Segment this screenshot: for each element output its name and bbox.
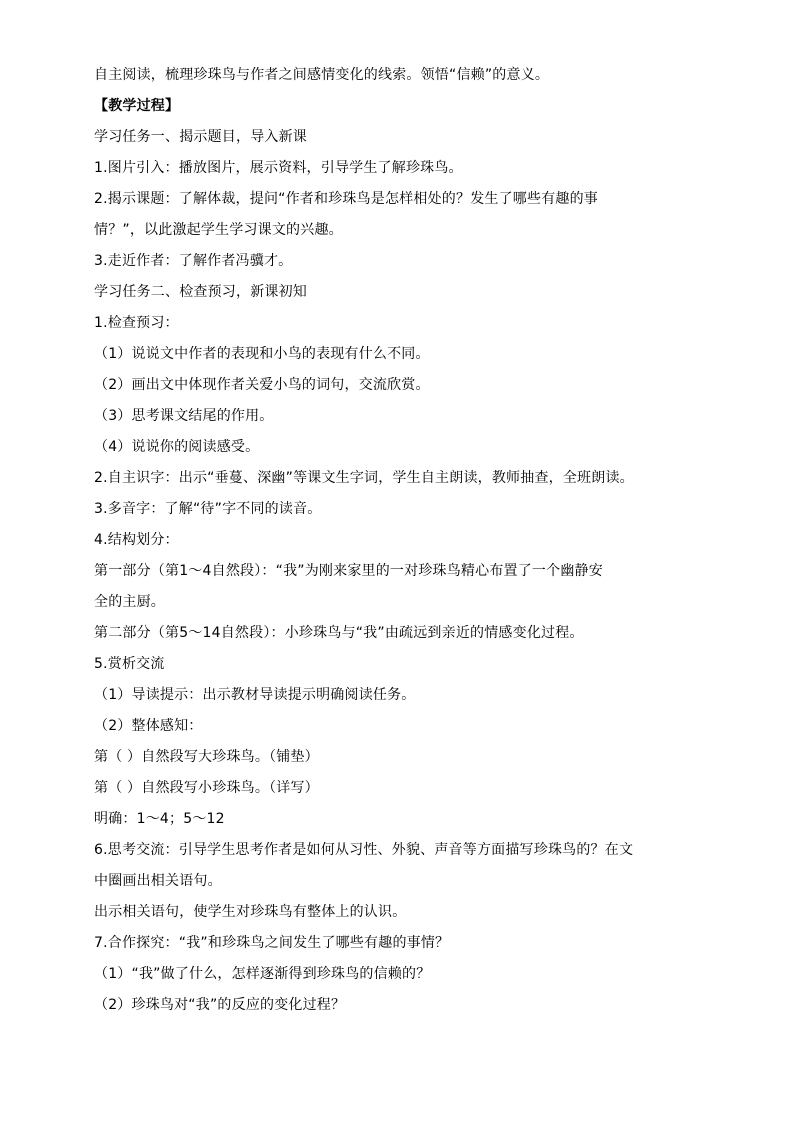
text-line: 7.合作探究：“我”和珍珠鸟之间发生了哪些有趣的事情？ [94, 935, 450, 951]
text-line: 情？”，以此激起学生学习课文的兴趣。 [94, 222, 343, 238]
text-line: （3）思考课文结尾的作用。 [94, 408, 274, 424]
text-line: 全的主厨。 [94, 594, 165, 610]
text-line: 3.走近作者：了解作者冯骥才。 [94, 253, 293, 269]
text-line: 学习任务一、揭示题目，导入新课 [94, 129, 307, 145]
text-line: 1.图片引入：播放图片，展示资料，引导学生了解珍珠鸟。 [94, 160, 463, 176]
text-line: 1.检查预习： [94, 315, 179, 331]
text-line: 第二部分（第5～14自然段）：小珍珠鸟与“我”由疏远到亲近的情感变化过程。 [94, 625, 584, 641]
text-line: 2.揭示课题：了解体裁，提问“作者和珍珠鸟是怎样相处的？发生了哪些有趣的事 [94, 191, 599, 207]
text-line: 第一部分（第1～4自然段）：“我”为刚来家里的一对珍珠鸟精心布置了一个幽静安 [94, 563, 603, 579]
text-line: 自主阅读，梳理珍珠鸟与作者之间感情变化的线索。领悟“信赖”的意义。 [94, 67, 550, 83]
section-heading: 【教学过程】 [94, 98, 180, 114]
text-line: （2）整体感知： [94, 718, 203, 734]
text-line: 2.自主识字：出示“垂蔓、深幽”等课文生字词，学生自主朗读，教师抽查，全班朗读。 [94, 470, 634, 486]
text-line: 明确：1～4；5～12 [94, 811, 225, 827]
text-line: （2）珍珠鸟对“我”的反应的变化过程？ [94, 997, 346, 1013]
text-line: （1）“我”做了什么，怎样逐渐得到珍珠鸟的信赖的？ [94, 966, 431, 982]
text-line: 第（ ）自然段写小珍珠鸟。（详写） [94, 780, 319, 796]
text-line: 第（ ）自然段写大珍珠鸟。（铺垫） [94, 749, 319, 765]
text-line: 3.多音字：了解“待”字不同的读音。 [94, 501, 322, 517]
text-line: （4）说说你的阅读感受。 [94, 439, 260, 455]
text-line: 5.赏析交流 [94, 656, 165, 672]
text-line: 中圈画出相关语句。 [94, 873, 222, 889]
text-line: 出示相关语句，使学生对珍珠鸟有整体上的认识。 [94, 904, 407, 920]
text-line: （1）说说文中作者的表现和小鸟的表现有什么不同。 [94, 346, 430, 362]
text-line: 6.思考交流：引导学生思考作者是如何从习性、外貌、声音等方面描写珍珠鸟的？在文 [94, 842, 634, 858]
text-line: 学习任务二、检查预习，新课初知 [94, 284, 307, 300]
text-line: （2）画出文中体现作者关爱小鸟的词句，交流欣赏。 [94, 377, 430, 393]
text-line: 4.结构划分： [94, 532, 179, 548]
text-line: （1）导读提示：出示教材导读提示明确阅读任务。 [94, 687, 416, 703]
document-page [94, 60, 704, 1021]
